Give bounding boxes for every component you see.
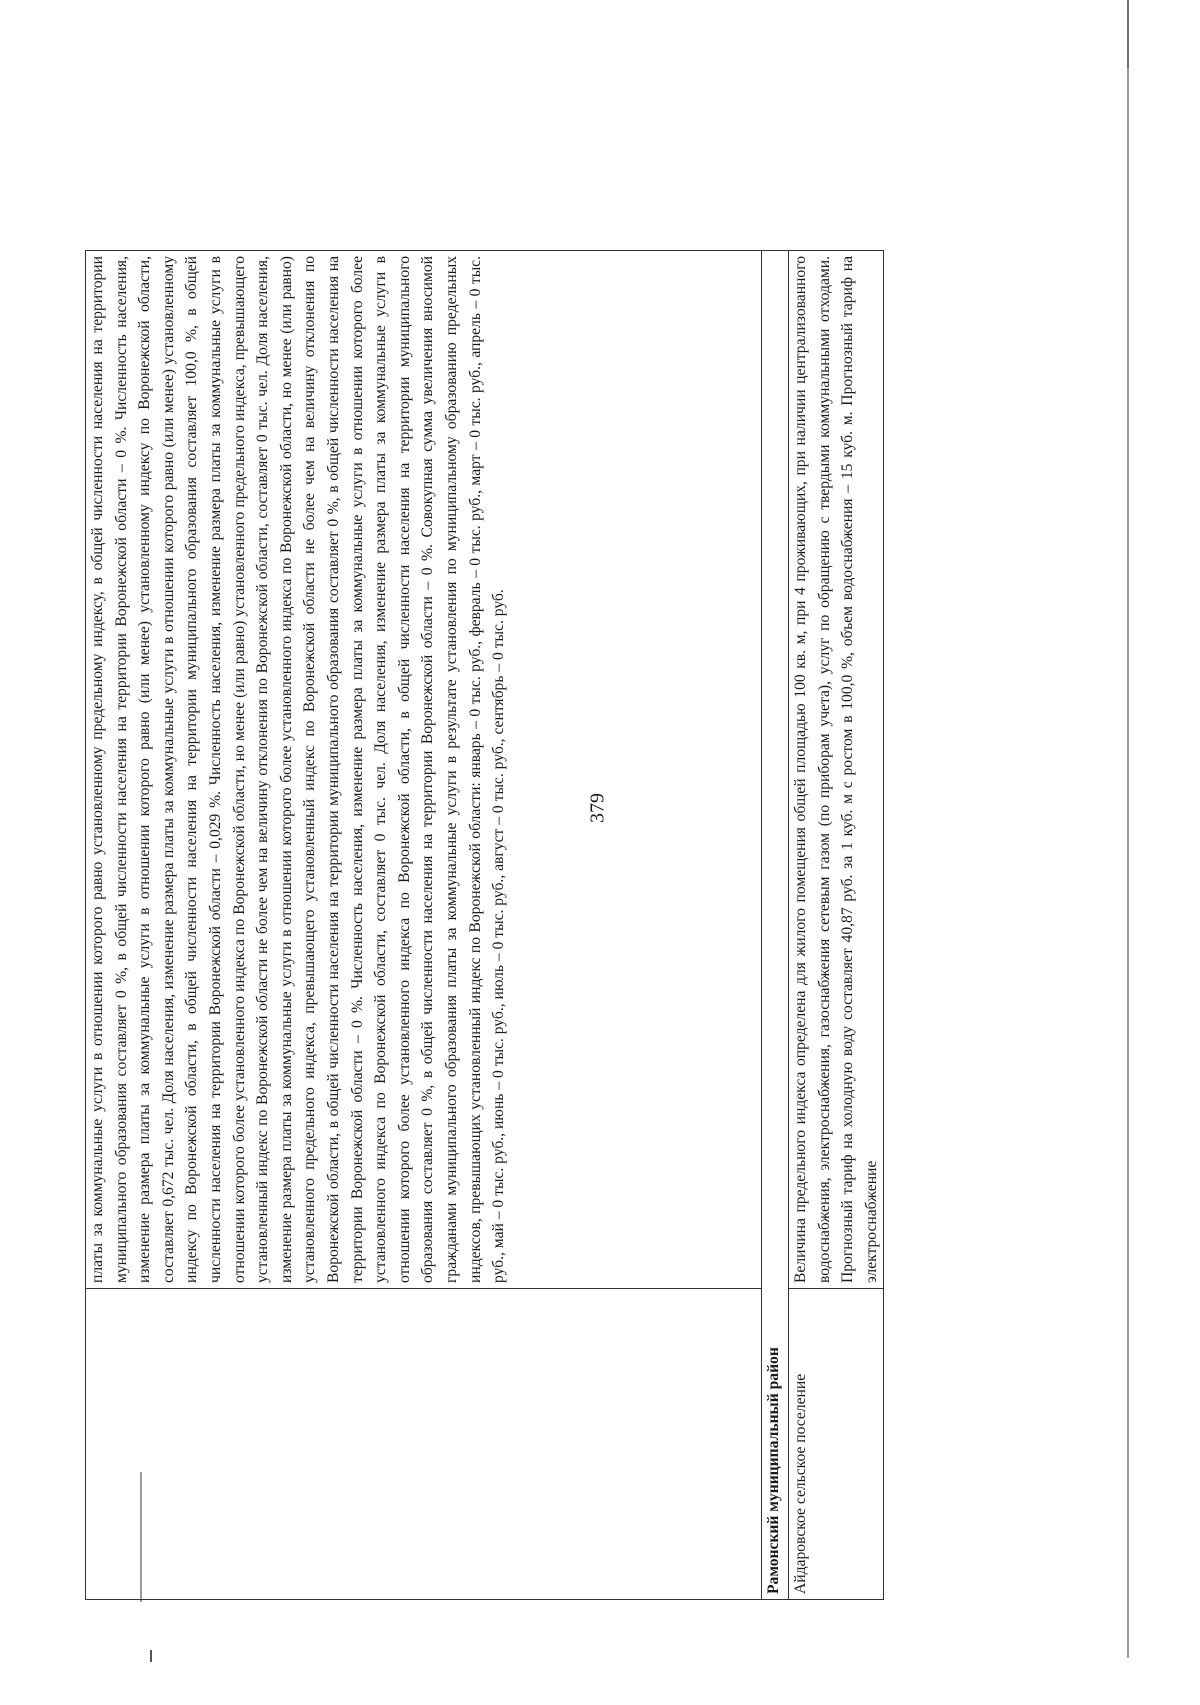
scan-mark-bottom [150, 1650, 152, 1662]
settlement-name-cell [86, 1289, 762, 1600]
table-row [86, 251, 762, 1600]
scan-edge-line-top [1127, 0, 1129, 68]
page-number: 379 [586, 793, 609, 823]
rotated-page-content [85, 250, 880, 1600]
section-title: Рамонский муниципальный район [762, 251, 789, 1600]
table-row [789, 251, 884, 1600]
table-section-row [762, 251, 789, 1600]
index-table [85, 250, 884, 1600]
settlement-name-cell: Айдаровское сельское поселение [789, 1289, 884, 1600]
scan-edge-line-right [1127, 68, 1129, 1658]
description-cell: Величина предельного индекса определена для жилого помещения общей площадью 100 кв. м, при 4 проживающих, при наличии централизованного водоснабжения, электроснабжения, газоснабжения сетевым газом (по приборам учета), услуг по обращению с твердыми коммунальными отходами. Прогнозный тариф на холодную воду составляет 40,87 руб. за 1 куб. м с ростом в 100,0 %, объем водоснабжения – 15 куб. м. Прогнозный тариф на электроснабжение [789, 251, 884, 1289]
description-cell: платы за коммунальные услуги в отношении которого равно установленному предельному индексу, в общей численности населения на территории муниципального образования составляет 0 %, в общей численности населения на территории Воронежской области – 0 %. Численность населения, изменение размера платы за коммунальные услуги в отношении которого равно (или менее) установленному индексу по Воронежской области, составляет 0,672 тыс. чел. Доля населения, изменение размера платы за коммунальные услуги в отношении которого равно (или менее) установленному индексу по Воронежской области, в общей численности населения на территории муниципального образования составляет 100,0 %, в общей численности населения на территории Воронежской области – 0,029 %. Численность населения, изменение размера платы за коммунальные услуги в отношении которого более установленного индекса по Воронежской области, но менее (или равно) установленного предельного индекса, превышающего установленный индекс по Воронежской области не более чем на величину отклонения по Воронежской области, составляет 0 тыс. чел. Доля населения, изменение размера платы за коммунальные услуги в отношении которого более установленного индекса по Воронежской области, но менее (или равно) установленного предельного индекса, превышающего установленный индекс по Воронежской области не более чем на величину отклонения по Воронежской области, в общей численности населения на территории муниципального образования составляет 0 %, в общей численности населения на территории Воронежской области – 0 %. Численность населения, изменение размера платы за коммунальные услуги в отношении которого более установленного индекса по Воронежской области, составляет 0 тыс. чел. Доля населения, изменение размера платы за коммунальные услуги в отношении которого более установленного индекса по Воронежской области, в общей численности населения на территории муниципального образования составляет 0 %, в общей численности населения на территории Воронежской области – 0 %. Совокупная сумма увеличения вносимой гражданами муниципального образования платы за коммунальные услуги в результате установления по муниципальному образованию предельных индексов, превышающих установленный индекс по Воронежской области: январь – 0 тыс. руб., февраль – 0 тыс. руб., март – 0 тыс. руб., апрель – 0 тыс. руб., май – 0 тыс. руб., июнь – 0 тыс. руб., июль – 0 тыс. руб., август – 0 тыс. руб., сентябрь – 0 тыс. руб. [86, 251, 762, 1289]
